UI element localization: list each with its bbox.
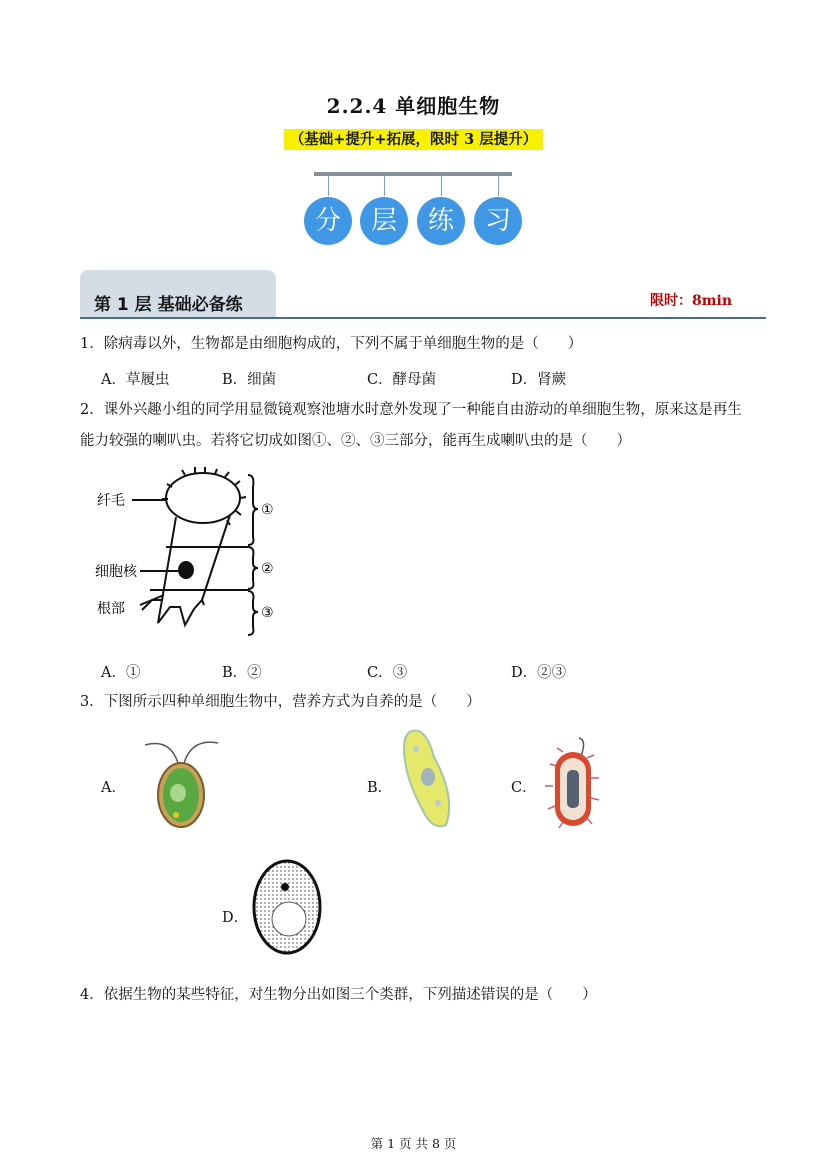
- badge-fen: 分: [304, 197, 352, 245]
- label-cilia: 纤毛: [97, 493, 125, 509]
- section-rule: [80, 317, 766, 319]
- q2-option-d: D．②③: [511, 665, 567, 681]
- q1-option-a: A．草履虫: [101, 372, 170, 388]
- question-3-stem: 3．下图所示四种单细胞生物中，营养方式为自养的是（ ）: [80, 694, 481, 710]
- q3-option-d: D．: [222, 910, 249, 926]
- q2-option-b: B．②: [222, 665, 262, 681]
- q3-option-b: B．: [367, 780, 393, 796]
- question-4-stem: 4．依据生物的某些特征，对生物分出如图三个类群，下列描述错误的是（ ）: [80, 987, 597, 1003]
- paramecium-image: [398, 727, 460, 832]
- trumpet-animalcule-figure: [90, 465, 290, 640]
- badge-lian: 练: [417, 197, 465, 245]
- q3-option-c: C．: [511, 780, 537, 796]
- q1-option-c: C．酵母菌: [367, 372, 437, 388]
- bacterium-image: [543, 736, 603, 832]
- question-2-stem-line2: 能力较强的喇叭虫。若将它切成如图①、②、③三部分，能再生成喇叭虫的是（ ）: [80, 433, 631, 449]
- badge-stem: [441, 174, 442, 196]
- q3-option-a: A．: [101, 780, 126, 796]
- section-label: 第 1 层 基础必备练: [94, 295, 243, 315]
- badge-ceng: 层: [360, 197, 408, 245]
- badge-connector-bar: [314, 172, 512, 176]
- page-footer: 第 1 页 共 8 页: [370, 1136, 457, 1151]
- badge-xi: 习: [474, 197, 522, 245]
- label-part-2: ②: [261, 561, 274, 577]
- document-subtitle: [0, 128, 827, 149]
- question-2-stem-line1: 2．课外兴趣小组的同学用显微镜观察池塘水时意外发现了一种能自由游动的单细胞生物，原来这是再生: [80, 402, 742, 418]
- yeast-cell-image: [251, 857, 323, 957]
- label-nucleus: 细胞核: [95, 564, 137, 580]
- q2-option-a: A．①: [101, 665, 141, 681]
- badge-stem: [498, 174, 499, 196]
- q1-option-b: B．细菌: [222, 372, 277, 388]
- chlamydomonas-image: [140, 733, 222, 833]
- document-title: 2.2.4 单细胞生物: [326, 94, 501, 118]
- time-limit: 限时：8min: [650, 293, 733, 309]
- q1-option-d: D．肾蕨: [511, 372, 567, 388]
- question-1-stem: 1．除病毒以外，生物都是由细胞构成的，下列不属于单细胞生物的是（ ）: [80, 336, 583, 352]
- q2-option-c: C．③: [367, 665, 408, 681]
- subtitle-highlight: （基础+提升+拓展，限时 3 层提升）: [284, 129, 543, 150]
- badge-stem: [328, 174, 329, 196]
- label-part-3: ③: [261, 605, 274, 621]
- label-part-1: ①: [261, 502, 274, 518]
- badge-stem: [384, 174, 385, 196]
- trumpet-animalcule-diagram: [90, 465, 290, 640]
- label-root: 根部: [97, 601, 125, 617]
